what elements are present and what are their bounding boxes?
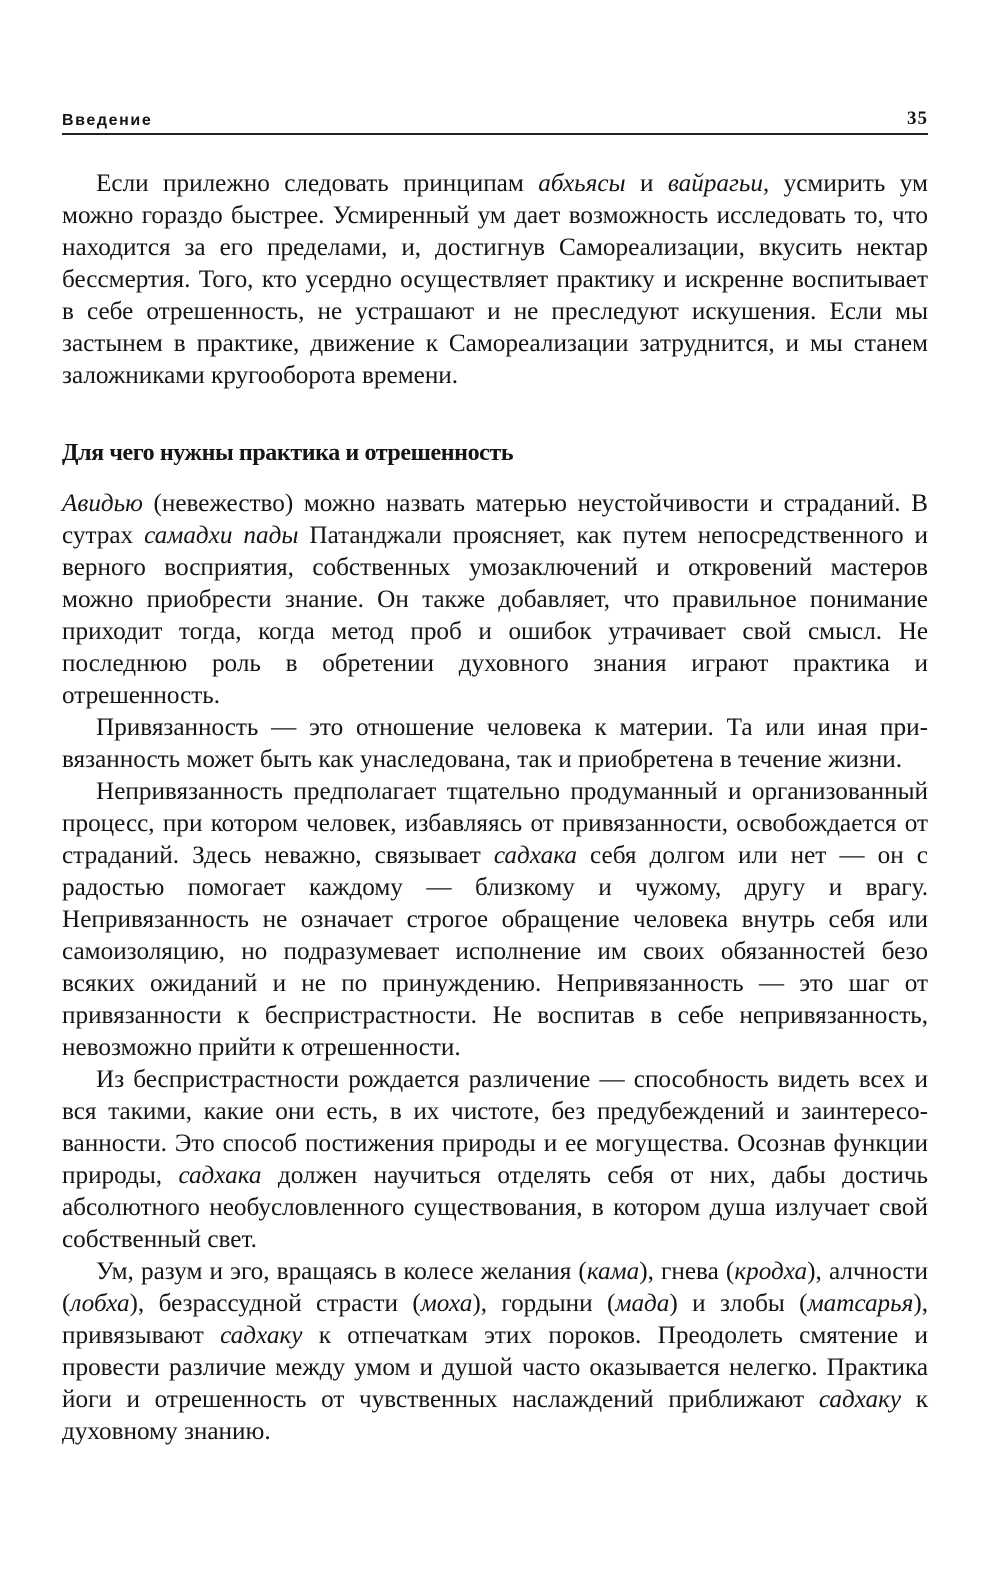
italic-term: кама bbox=[586, 1258, 640, 1285]
italic-term: Авидью bbox=[62, 490, 143, 517]
italic-term: мада bbox=[615, 1290, 670, 1317]
italic-term: кродха bbox=[734, 1258, 808, 1285]
italic-term: лобха bbox=[70, 1290, 130, 1317]
paragraph: Непривязанность предполагает тщательно продуманный и организованный процесс, при котором человек, избавляясь от привязанности, освобождается от страданий. Здесь неважно, связывает садхака себя долгом или нет — он с радостью помогает каждому — близкому и чужому, другу и врагу. Непривязанность не означает строгое обращение человека внутрь себя или самоизоляцию, но подразумевает исполнение им своих обязанностей безо всяких ожиданий и не по принуждению. Непривязанность — это шаг от привязанности к беспристрастности. Не воспитав в себе непривязанность, невозможно прийти к отрешенности. bbox=[62, 778, 928, 1061]
running-header bbox=[62, 104, 928, 135]
italic-term: абхьясы bbox=[538, 170, 626, 197]
paragraph: Ум, разум и эго, вращаясь в колесе желания (кама), гнева (кродха), алчности (лобха), безрассудной страсти (моха), гордыни (мада) и злобы (матсарья), привязывают садхаку к отпечаткам этих пороков. Преодолеть смятение и провести различие между умом и душой часто оказывается нелегко. Практика йоги и отрешенность от чувственных наслаждений приближают садхаку к духовному знанию. bbox=[62, 1258, 928, 1445]
page-number: 35 bbox=[907, 108, 928, 129]
italic-term: матсарья bbox=[807, 1290, 914, 1317]
italic-term: садхака bbox=[493, 842, 577, 869]
paragraph: Из беспристрастности рождается различение — способность видеть всех и вся такими, какие они есть, в их чистоте, без предубеждений и заинтересованности. Это способ постижения природы и ее могущества. Осознав функции природы, садхака должен научиться отделять себя от них, дабы достичь абсолютного необусловленного существования, в котором душа излучает свой собственный свет. bbox=[62, 1066, 928, 1253]
italic-term: моха bbox=[420, 1290, 473, 1317]
italic-term: самадхи пады bbox=[144, 522, 299, 549]
paragraph: Авидью (невежество) можно назвать матерью неустойчивости и страданий. В сутрах самадхи пады Патанджали проясняет, как путем непосредственного и верного восприятия, собственных умозаключений и откровений мастеров можно приобрести знание. Он также добавляет, что правильное понимание приходит тогда, когда метод проб и ошибок утрачивает свой смысл. Не последнюю роль в обретении духовного знания играют практика и отрешенность. bbox=[62, 490, 929, 709]
paragraph: Привязанность — это отношение человека к материи. Та или иная привязанность может быть как унаследована, так и приобретена в течение жизни. bbox=[62, 714, 928, 773]
italic-term: садхаку bbox=[818, 1386, 902, 1413]
body-text bbox=[62, 168, 928, 1448]
italic-term: садхака bbox=[178, 1162, 262, 1189]
section-title: Введение bbox=[62, 112, 153, 129]
italic-term: садхаку bbox=[220, 1322, 303, 1349]
section-heading: Для чего нужны практика и отрешенность bbox=[62, 440, 514, 466]
paragraph: Если прилежно следовать принципам абхьясы и вайрагьи, усмирить ум можно гораздо быстрее. Усмиренный ум дает возможность исследовать то, что находится за его пределами, и, достигнув Самореализации, вкусить нектар бессмертия. Того, кто усердно осуществляет практику и искренне воспитывает в себе отрешенность, не устрашают и не преследуют искушения. Если мы застынем в практике, движение к Самореализации затруднится, и мы станем заложниками кругооборота времени. bbox=[62, 170, 928, 389]
book-page bbox=[62, 104, 928, 1448]
italic-term: вайрагьи, bbox=[667, 170, 770, 197]
